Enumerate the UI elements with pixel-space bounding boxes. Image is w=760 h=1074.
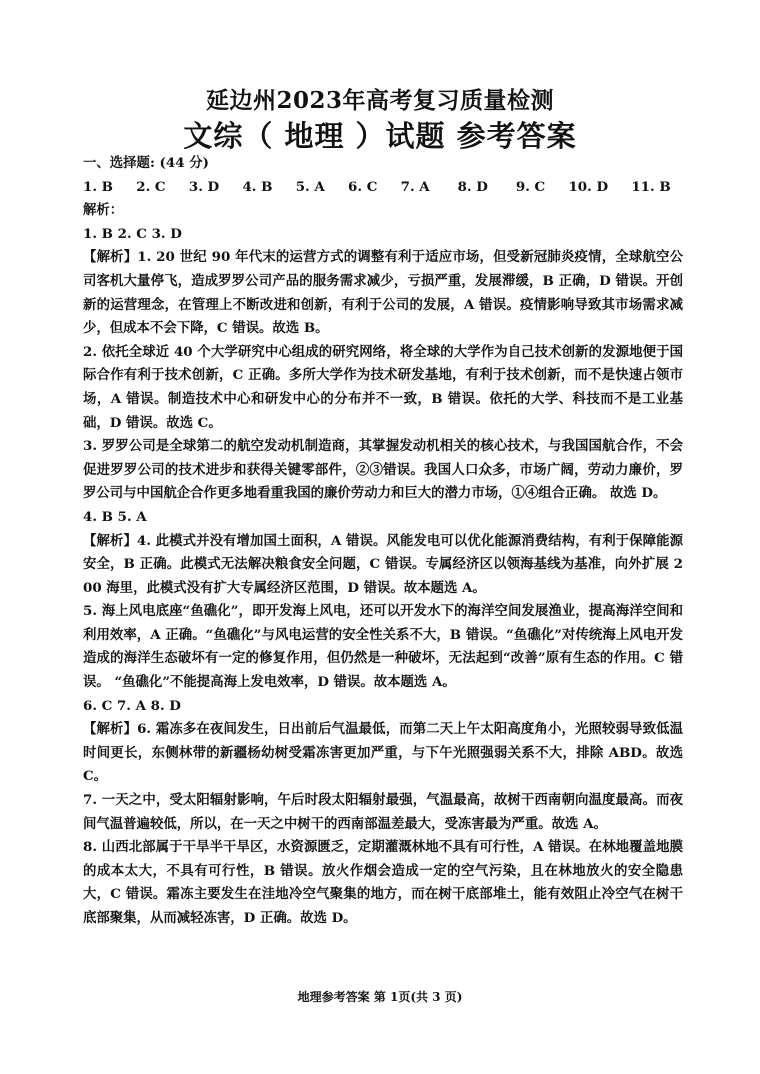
document-title: 延边州2023年高考复习质量检测 bbox=[205, 87, 554, 114]
explanation-q8: 8. 山西北部属于干旱半干旱区，水资源匮乏，定期灌溉林地不具有可行性，A 错误。在林地覆盖地膜的成本太大，不具有可行性，B 错误。放火作烟会造成一定的空气污染，且在林地放火的安全隐患大，C 错误。霜冻主要发生在洼地冷空气聚集的地方，而在树干底部堆土，能有效阻止冷空气在树干底部聚集，从而减轻冻害，D 正确。故选 D。 bbox=[83, 839, 683, 926]
group-answers-6-8: 6. C 7. A 8. D bbox=[83, 697, 181, 714]
group-answers-4-5: 4. B 5. A bbox=[83, 508, 147, 525]
document-subtitle: 文综（ 地理 ）试题 参考答案 bbox=[183, 119, 577, 153]
explanation-q4: 【解析】4. 此模式并没有增加国土面积，A 错误。风能发电可以优化能源消费结构，有利于保障能源安全，B 正确。此模式无法解决粮食安全问题，C 错误。专属经济区以领海基线为基准，向外扩展 200 海里，此模式没有扩大专属经济区范围，D 错误。故本题选 A。 bbox=[83, 532, 683, 596]
analysis-label: 解析： bbox=[83, 202, 124, 219]
group-answers-1-3: 1. B 2. C 3. D bbox=[83, 225, 182, 242]
explanation-q7: 7. 一天之中，受太阳辐射影响，午后时段太阳辐射最强，气温最高，故树干西南朝向温度最高。而夜间气温普遍较低，所以，在一天之中树干的西南部温差最大，受冻害最为严重。故选 A。 bbox=[83, 792, 683, 832]
answer-content bbox=[83, 152, 683, 931]
answer-key-row: 1. B 2. C 3. D 4. B 5. A 6. C 7. A 8. D 9. C 10. D 11. B bbox=[83, 178, 671, 195]
explanation-q3: 3. 罗罗公司是全球第二的航空发动机制造商，其掌握发动机相关的核心技术，与我国国航合作，不会促进罗罗公司的技术进步和获得关键零部件，②③错误。我国人口众多，市场广阔，劳动力廉价，罗罗公司与中国航企合作更多地看重我国的廉价劳动力和巨大的潜力市场，①④组合正确。 故选 D。 bbox=[83, 438, 683, 502]
explanation-q5: 5. 海上风电底座“鱼礁化”，即开发海上风电，还可以开发水下的海洋空间发展渔业，提高海洋空间和利用效率，A 正确。“鱼礁化”与风电运营的安全性关系不大，B 错误。“鱼礁化”对传统海上风电开发造成的海洋生态破坏有一定的修复作用，但仍然是一种破坏，无法起到“改善”原有生态的作用。C 错误。 “鱼礁化”不能提高海上发电效率，D 错误。故本题选 A。 bbox=[83, 603, 683, 691]
explanation-q6: 【解析】6. 霜冻多在夜间发生，日出前后气温最低，而第二天上午太阳高度角小，光照较弱导致低温时间更长，东侧林带的新疆杨幼树受霜冻害更加严重，与下午光照强弱关系不大，排除 ABD。故选 C。 bbox=[83, 721, 683, 785]
page-footer: 地理参考答案 第 1页(共 3 页) bbox=[297, 990, 463, 1004]
explanation-q1: 【解析】1. 20 世纪 90 年代末的运营方式的调整有利于适应市场，但受新冠肺炎疫情，全球航空公司客机大量停飞，造成罗罗公司产品的服务需求减少，亏损严重，发展滞缓，B 正确，D 错误。开创新的运营理念，在管理上不断改进和创新，有利于公司的发展，A 错误。疫情影响导致其市场需求减少，但成本不会下降，C 错误。故选 B。 bbox=[83, 249, 683, 337]
explanation-q2: 2. 依托全球近 40 个大学研究中心组成的研究网络，将全球的大学作为自己技术创新的发源地便于国际合作有利于技术创新，C 正确。多所大学作为技术研发基地，有利于技术创新，而不是快速占领市场，A 错误。制造技术中心和研发中心的分布并不一致，B 错误。依托的大学、科技而不是工业基础，D 错误。故选 C。 bbox=[83, 343, 683, 431]
section-heading: 一、选择题: (44 分) bbox=[83, 155, 209, 171]
